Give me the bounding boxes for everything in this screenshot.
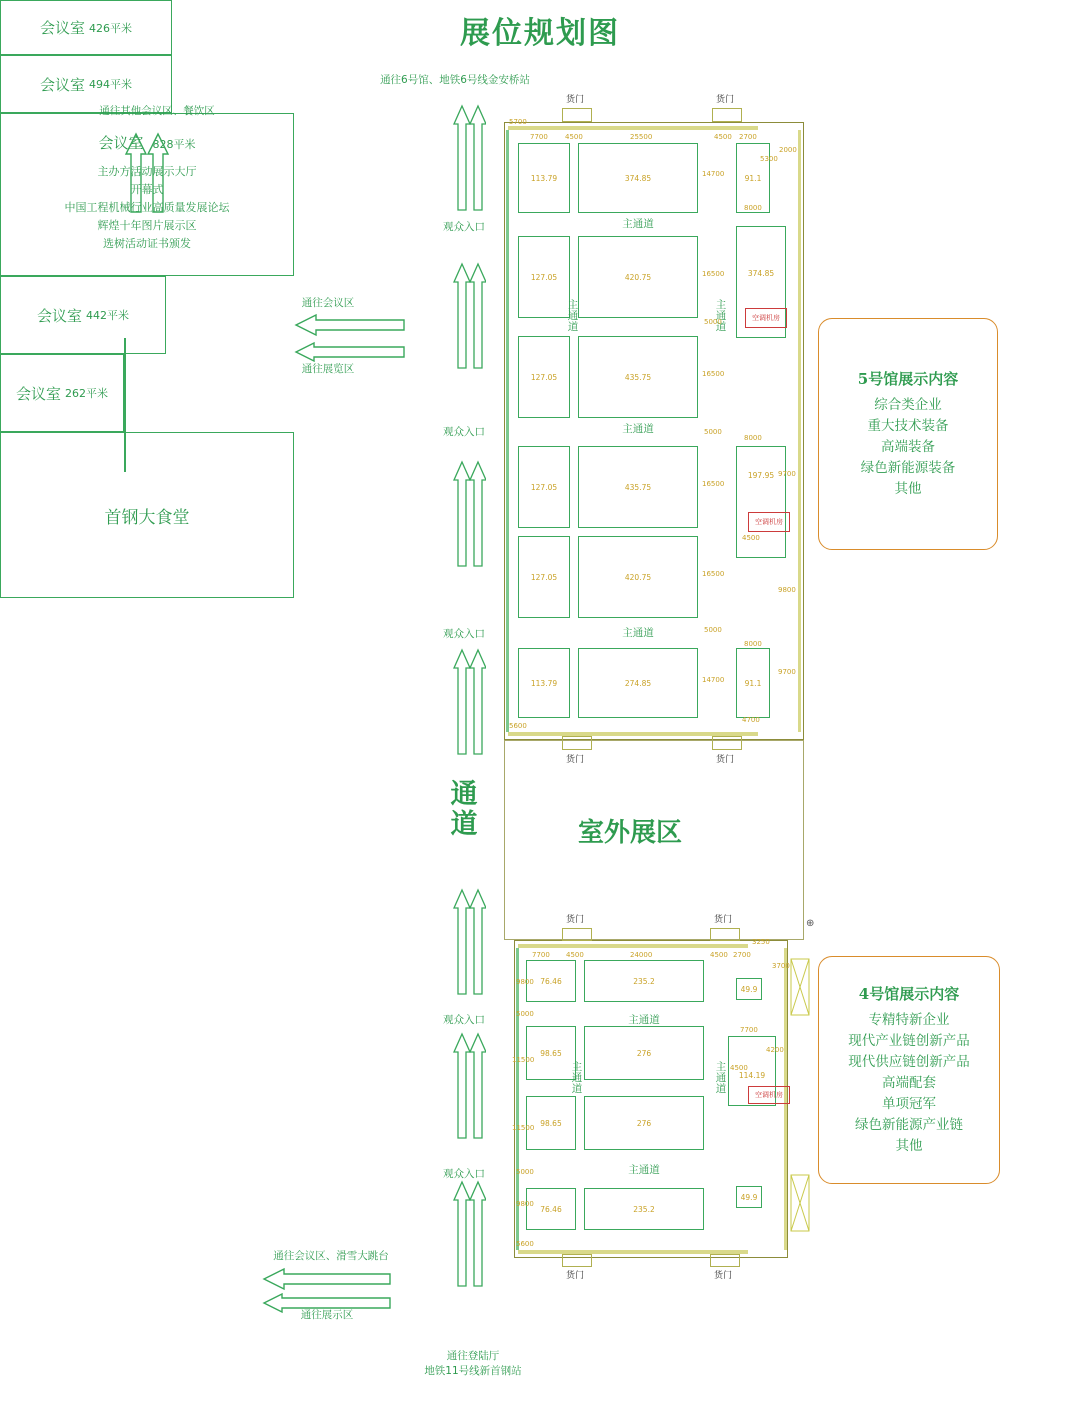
booth-cell: 76.46 (526, 1188, 576, 1230)
panel-title: 5号馆展示内容 (857, 370, 959, 389)
booth-cell: 435.75 (578, 336, 698, 418)
booth-cell: 374.85 (578, 143, 698, 213)
room-area: 262平米 (65, 387, 108, 400)
hall5-top-band (508, 126, 758, 130)
label-cargo-door: 货门 (713, 915, 732, 925)
dim-label: 25500 (630, 133, 653, 141)
room-detail-line: 主办方活动展示大厅 (97, 164, 197, 178)
dim-label: 4500 (566, 951, 584, 959)
booth-cell: 91.1 (736, 648, 770, 718)
arrow-up-entry-7 (452, 1180, 486, 1290)
arrow-up-double-left (122, 132, 172, 216)
panel-title: 4号馆展示内容 (858, 985, 960, 1004)
room-name: 会议室 (98, 133, 144, 152)
room-area: 442平米 (86, 309, 129, 322)
label-cargo-door: 货门 (715, 95, 734, 105)
dim-label: 24000 (630, 951, 653, 959)
room-name: 会议室 (15, 384, 61, 403)
panel-row: 现代供应链创新产品 (848, 1054, 970, 1071)
room-meeting-262 (0, 354, 124, 432)
dim-label: 4500 (742, 534, 760, 542)
label-visitor-entrance: 观众入口 (443, 221, 485, 233)
note-to-landing-hall: 通往登陆厅 (446, 1350, 500, 1362)
dim-label: 9800 (516, 978, 534, 986)
label-outdoor-area: 室外展区 (578, 818, 683, 848)
booth-cell: 91.1 (736, 143, 770, 213)
ac-room-hall5-1: 空调机房 (745, 308, 787, 328)
label-visitor-entrance: 观众入口 (443, 628, 485, 640)
corridor-side-left: 主 通 道 (567, 299, 579, 334)
booth-cell: 127.05 (518, 446, 570, 528)
note-to-exhibit-area: 通往展览区 (301, 363, 355, 375)
hall4-hatch-bottom (790, 1174, 812, 1234)
dim-label: 5000 (516, 1168, 534, 1176)
dim-label: 5000 (704, 626, 722, 634)
page-title: 展位规划图 (460, 16, 620, 51)
corridor-main: 主通道 (622, 218, 654, 230)
panel-row: 综合类企业 (874, 397, 942, 414)
dim-label: 5000 (704, 318, 722, 326)
dim-label: 4200 (766, 1046, 784, 1054)
room-detail-line: 开幕式 (130, 182, 164, 196)
ac-room-hall5-2: 空调机房 (748, 512, 790, 532)
dim-label: 14700 (702, 170, 725, 178)
dim-label: 7700 (740, 1026, 758, 1034)
arrow-up-entry-1 (452, 104, 486, 214)
panel-row: 绿色新能源装备 (860, 459, 956, 476)
room-area: 494平米 (89, 78, 132, 91)
hall4-hatch-top (790, 958, 812, 1018)
room-area: 426平米 (89, 21, 132, 35)
cargo-door-mark (562, 108, 592, 122)
dim-label: 14700 (702, 676, 725, 684)
corridor-main: 主通道 (628, 1164, 660, 1176)
booth-cell: 235.2 (584, 960, 704, 1002)
booth-cell: 98.65 (526, 1096, 576, 1150)
corridor-side-left: 主 通 道 (571, 1061, 583, 1096)
dim-label: 9800 (516, 1200, 534, 1208)
dim-label: 5000 (516, 1010, 534, 1018)
cargo-door-mark (710, 928, 740, 941)
corridor-side-right: 主 通 道 (715, 1061, 727, 1096)
dim-label: 9700 (778, 470, 796, 478)
dim-label: 3250 (752, 938, 770, 946)
dim-label: 5000 (704, 428, 722, 436)
hall5-right-band (798, 130, 801, 732)
panel-hall4-content (818, 956, 1000, 1184)
arrow-up-entry-3 (452, 460, 486, 570)
dim-label: 7700 (532, 951, 550, 959)
label-cargo-door: 货门 (565, 95, 584, 105)
note-to-meeting-ski: 通往会议区、滑雪大跳台 (273, 1250, 389, 1262)
room-name: 会议室 (39, 19, 85, 37)
booth-cell: 374.85 (736, 226, 786, 338)
corridor-main: 主通道 (628, 1014, 660, 1026)
booth-cell: 49.9 (736, 978, 762, 1000)
booth-cell: 197.95 (736, 446, 786, 558)
arrow-left-to-meeting (294, 312, 406, 338)
label-cargo-door: 货门 (713, 1271, 732, 1281)
dim-label: 7700 (530, 133, 548, 141)
booth-cell: 127.05 (518, 536, 570, 618)
arrow-up-entry-5 (452, 888, 486, 998)
panel-row: 现代产业链创新产品 (848, 1033, 970, 1050)
booth-cell: 276 (584, 1026, 704, 1080)
note-to-exhibit2: 通往展示区 (300, 1309, 354, 1321)
room-meeting-442 (0, 276, 166, 354)
note-other-meeting-dining: 通往其他会议区、餐饮区 (99, 105, 215, 117)
dim-label: 2700 (739, 133, 757, 141)
booth-cell: 420.75 (578, 236, 698, 318)
booth-cell: 274.85 (578, 648, 698, 718)
room-detail-line: 辉煌十年图片展示区 (97, 219, 197, 233)
dim-label: 16500 (702, 480, 725, 488)
booth-cell: 98.65 (526, 1026, 576, 1080)
cargo-door-mark (562, 928, 592, 941)
dim-label: 4500 (730, 1064, 748, 1072)
booth-cell: 235.2 (584, 1188, 704, 1230)
label-cargo-door: 货门 (565, 915, 584, 925)
room-name: 会议室 (36, 306, 82, 325)
panel-row: 专精特新企业 (868, 1012, 950, 1029)
north-marker: ⊕ (806, 918, 815, 929)
room-name: 会议室 (39, 75, 85, 94)
panel-row: 高端装备 (881, 439, 935, 456)
booth-cell: 114.19 (728, 1036, 776, 1106)
dim-label: 3700 (772, 962, 790, 970)
room-name: 首钢大食堂 (104, 507, 190, 528)
dim-label: 11500 (512, 1056, 535, 1064)
room-detail-line: 选树活动证书颁发 (103, 237, 191, 251)
dim-label: 9700 (778, 668, 796, 676)
room-canteen (0, 432, 294, 598)
note-subway-11: 地铁11号线新首钢站 (424, 1365, 522, 1377)
arrow-up-entry-4 (452, 648, 486, 758)
panel-row: 重大技术装备 (867, 418, 949, 435)
booth-cell: 49.9 (736, 1186, 762, 1208)
booth-cell: 435.75 (578, 446, 698, 528)
dim-label: 8000 (744, 434, 762, 442)
room-area: 828平米 (152, 137, 196, 151)
label-visitor-entrance: 观众入口 (443, 1014, 485, 1026)
note-to-hall6: 通往6号馆、地铁6号线金安桥站 (380, 74, 530, 86)
dim-label: 4500 (714, 133, 732, 141)
label-cargo-door: 货门 (565, 755, 584, 765)
arrow-up-entry-6 (452, 1032, 486, 1142)
arrow-left-ski (262, 1266, 392, 1292)
divider-rooms (124, 338, 126, 472)
dim-label: 5300 (760, 155, 778, 163)
arrow-up-entry-2 (452, 262, 486, 372)
dim-label: 16500 (702, 370, 725, 378)
panel-row: 高端配套 (882, 1075, 936, 1092)
label-visitor-entrance: 观众入口 (443, 1168, 485, 1180)
note-to-meeting-area: 通往会议区 (301, 297, 355, 309)
booth-cell: 113.79 (518, 648, 570, 718)
hall5-left-band (506, 130, 509, 732)
label-passage: 通道 (450, 779, 478, 841)
panel-row: 绿色新能源产业链 (855, 1116, 963, 1133)
panel-row: 单项冠军 (882, 1095, 936, 1112)
panel-row: 其他 (894, 480, 922, 497)
dim-label: 5600 (509, 722, 527, 730)
dim-label: 2000 (779, 146, 797, 154)
corridor-main: 主通道 (622, 423, 654, 435)
dim-label: 8000 (744, 204, 762, 212)
dim-label: 5700 (509, 118, 527, 126)
panel-hall5-content (818, 318, 998, 550)
arrow-left-to-exhibit (294, 341, 406, 363)
booth-cell: 127.05 (518, 336, 570, 418)
corridor-side-right: 主 通 道 (715, 299, 727, 334)
corridor-main: 主通道 (622, 627, 654, 639)
booth-cell: 76.46 (526, 960, 576, 1002)
cargo-door-mark (710, 1254, 740, 1267)
dim-label: 5600 (516, 1240, 534, 1248)
dim-label: 4700 (742, 716, 760, 724)
dim-label: 2700 (733, 951, 751, 959)
dim-label: 16500 (702, 570, 725, 578)
label-visitor-entrance: 观众入口 (443, 426, 485, 438)
room-detail-line: 中国工程机械行业高质量发展论坛 (64, 200, 230, 214)
booth-cell: 127.05 (518, 236, 570, 318)
cargo-door-mark (712, 108, 742, 122)
panel-row: 其他 (895, 1137, 923, 1154)
booth-cell: 276 (584, 1096, 704, 1150)
ac-room-hall4: 空调机房 (748, 1086, 790, 1104)
cargo-door-mark (562, 1254, 592, 1267)
label-cargo-door: 货门 (715, 755, 734, 765)
dim-label: 4500 (565, 133, 583, 141)
dim-label: 9800 (778, 586, 796, 594)
dim-label: 16500 (702, 270, 725, 278)
booth-cell: 113.79 (518, 143, 570, 213)
dim-label: 4500 (710, 951, 728, 959)
dim-label: 8000 (744, 640, 762, 648)
booth-cell: 420.75 (578, 536, 698, 618)
hall4-top-band (518, 944, 748, 948)
dim-label: 11500 (512, 1124, 535, 1132)
label-cargo-door: 货门 (565, 1271, 584, 1281)
